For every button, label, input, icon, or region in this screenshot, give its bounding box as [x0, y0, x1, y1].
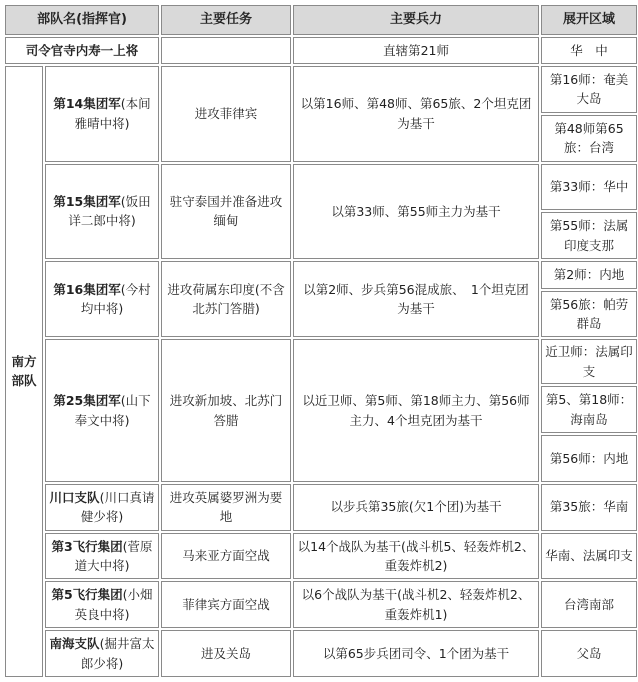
- army-name: 第25集团军: [53, 393, 121, 409]
- army-name: 第14集团军: [53, 96, 121, 112]
- army-area: 第5、第18师：海南岛: [541, 386, 637, 433]
- army-forces: 以步兵第35旅(欠1个团)为基干: [293, 484, 539, 531]
- header-forces: 主要兵力: [293, 5, 539, 35]
- army-area: 第35旅：华南: [541, 484, 637, 531]
- army-name-cell: [45, 164, 159, 260]
- army-forces: 以第65步兵团司令、1个团为基干: [293, 630, 539, 677]
- army-mission: 进攻新加坡、北苏门答腊: [161, 339, 291, 481]
- army-area: 第48师第65旅：台湾: [541, 115, 637, 162]
- army-commander: (山下奉文中将): [74, 393, 151, 428]
- army-area: 第56旅：帕劳群岛: [541, 291, 637, 338]
- header-unit: 部队名(指挥官): [5, 5, 159, 35]
- army-mission: 进及关岛: [161, 630, 291, 677]
- army-mission: 进攻英属婆罗洲为要地: [161, 484, 291, 531]
- army-name: 第16集团军: [53, 281, 121, 297]
- commander-forces: 直辖第21师: [293, 37, 539, 64]
- army-name-cell: [45, 533, 159, 580]
- army-area: 父岛: [541, 630, 637, 677]
- army-commander: (掘井富太郎少将): [80, 636, 155, 671]
- army-forces: 以第2师、步兵第56混成旅、 1个坦克团为基干: [293, 261, 539, 337]
- army-commander: (饭田详二郎中将): [68, 193, 151, 229]
- army-area: 台湾南部: [541, 581, 637, 628]
- army-name-cell: [45, 66, 159, 162]
- commander-mission: [161, 37, 291, 64]
- army-commander: (今村均中将): [80, 281, 151, 317]
- army-area: 近卫师：法属印支: [541, 339, 637, 384]
- army-forces: 以6个战队为基干(战斗机2、轻轰炸机2、重轰炸机1): [293, 581, 539, 628]
- commander-label: 司令官寺内寿一上将: [5, 37, 159, 64]
- army-name-cell: [45, 630, 159, 677]
- group-label: 南方部队: [5, 66, 43, 677]
- army-mission: 进攻菲律宾: [161, 66, 291, 162]
- army-mission: 马来亚方面空战: [161, 533, 291, 580]
- header-area: 展开区域: [541, 5, 637, 35]
- commander-area: 华 中: [541, 37, 637, 64]
- army-area: 第16师：奄美大岛: [541, 66, 637, 113]
- army-area: 华南、法属印支: [541, 533, 637, 580]
- army-mission: 菲律宾方面空战: [161, 581, 291, 628]
- army-area: 第33师：华中: [541, 164, 637, 211]
- army-forces: 以近卫师、第5师、第18师主力、第56师主力、4个坦克团为基干: [293, 339, 539, 481]
- army-name-cell: [45, 339, 159, 481]
- army-commander: (菅原道大中将): [74, 538, 153, 573]
- army-name-cell: [45, 484, 159, 531]
- army-name: 第3飞行集团: [51, 538, 123, 554]
- forces-table: [3, 3, 638, 679]
- army-name: 南海支队: [49, 636, 100, 652]
- army-area: 第55师：法属印度支那: [541, 212, 637, 259]
- army-forces: 以第33师、第55师主力为基干: [293, 164, 539, 260]
- army-area: 第56师：内地: [541, 435, 637, 482]
- army-forces: 以14个战队为基干(战斗机5、轻轰炸机2、重轰炸机2): [293, 533, 539, 580]
- army-name-cell: [45, 581, 159, 628]
- army-commander: (本间雅晴中将): [74, 96, 151, 131]
- army-mission: 驻守泰国并准备进攻缅甸: [161, 164, 291, 260]
- army-name: 第5飞行集团: [51, 587, 123, 603]
- header-mission: 主要任务: [161, 5, 291, 35]
- army-commander: (川口真请健少将): [80, 489, 155, 525]
- army-name: 第15集团军: [53, 193, 121, 209]
- army-forces: 以第16师、第48师、第65旅、2个坦克团为基干: [293, 66, 539, 162]
- army-area: 第2师：内地: [541, 261, 637, 288]
- army-name: 川口支队: [49, 489, 100, 505]
- army-mission: 进攻荷属东印度(不含北苏门答腊): [161, 261, 291, 337]
- army-commander: (小畑英良中将): [74, 587, 153, 622]
- army-name-cell: [45, 261, 159, 337]
